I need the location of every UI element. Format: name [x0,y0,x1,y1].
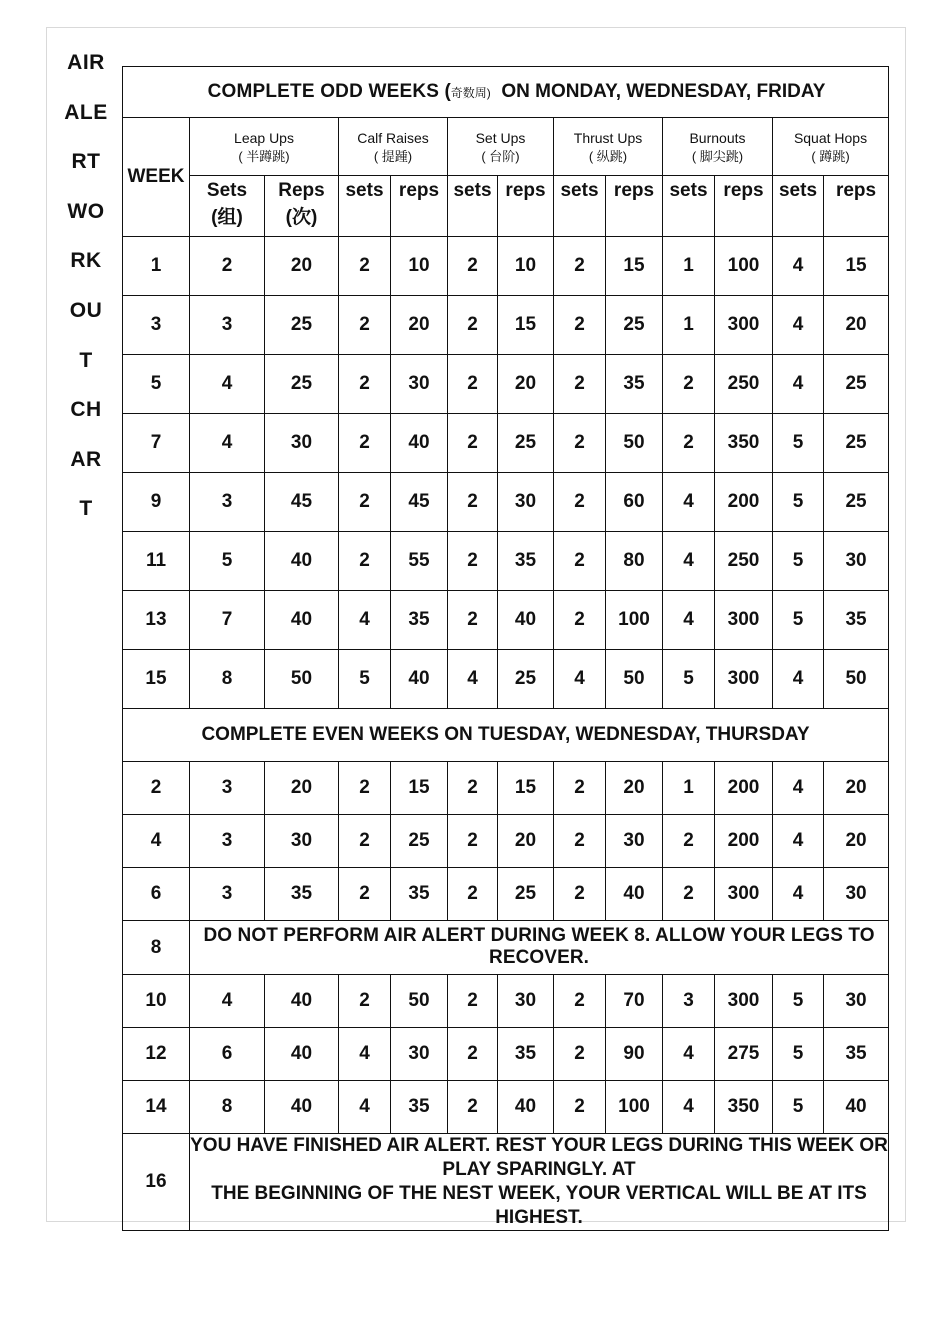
value-cell: 20 [824,762,889,815]
value-cell: 2 [190,237,265,296]
value-cell: 5 [663,650,715,709]
value-cell: 2 [339,868,391,921]
value-cell: 2 [554,868,606,921]
value-cell: 4 [339,1028,391,1081]
value-cell: 4 [773,868,824,921]
value-cell: 35 [498,1028,554,1081]
week-column-header: WEEK [123,118,190,237]
value-cell: 8 [190,1081,265,1134]
value-cell: 15 [606,237,663,296]
value-cell: 5 [773,1028,824,1081]
value-cell: 20 [824,296,889,355]
week16-note-line: THE BEGINNING OF THE NEST WEEK, YOUR VERTICAL WILL BE AT ITS HIGHEST. [211,1183,867,1228]
value-cell: 3 [190,815,265,868]
table-row [123,1028,889,1081]
value-cell: 2 [339,815,391,868]
reps-label: Reps [278,180,325,201]
value-cell: 5 [773,532,824,591]
week-cell: 16 [123,1134,190,1231]
value-cell: 5 [339,650,391,709]
exercise-header-leap-ups [190,118,339,176]
value-cell: 40 [265,1028,339,1081]
value-cell: 2 [448,237,498,296]
value-cell: 40 [824,1081,889,1134]
value-cell: 30 [824,532,889,591]
value-cell: 4 [773,650,824,709]
exercise-name-zh: ( 蹲跳) [811,148,850,164]
week-cell: 3 [123,296,190,355]
value-cell: 20 [265,237,339,296]
value-cell: 200 [715,815,773,868]
side-title-line: RT [71,150,101,174]
value-cell: 2 [663,414,715,473]
value-cell: 200 [715,762,773,815]
value-cell: 20 [606,762,663,815]
side-title-line: OU [69,298,103,322]
sub-header-reps: reps [824,176,889,237]
table-row [123,237,889,296]
exercise-header-burnouts [663,118,773,176]
value-cell: 30 [265,815,339,868]
table-row [123,296,889,355]
value-cell: 35 [265,868,339,921]
value-cell: 2 [339,762,391,815]
value-cell: 2 [554,237,606,296]
sub-header-reps: reps [391,176,448,237]
value-cell: 2 [554,296,606,355]
exercise-name-zh: ( 脚尖跳) [691,148,744,164]
value-cell: 40 [498,591,554,650]
value-cell: 35 [391,868,448,921]
side-title-line: CH [70,398,102,422]
value-cell: 4 [773,815,824,868]
value-cell: 100 [715,237,773,296]
value-cell: 20 [391,296,448,355]
even-weeks-title: COMPLETE EVEN WEEKS ON TUESDAY, WEDNESDAY, THURSDAY [123,709,889,762]
value-cell: 300 [715,868,773,921]
value-cell: 4 [663,591,715,650]
value-cell: 30 [498,473,554,532]
week16-note [190,1134,889,1231]
exercise-name: Burnouts [689,129,746,146]
exercise-header-calf-raises [339,118,448,176]
value-cell: 40 [391,414,448,473]
value-cell: 4 [190,975,265,1028]
sub-header-sets: sets [663,176,715,237]
value-cell: 30 [391,1028,448,1081]
value-cell: 15 [498,296,554,355]
value-cell: 40 [265,591,339,650]
value-cell: 15 [824,237,889,296]
sets-label: Sets [206,180,248,201]
value-cell: 2 [448,355,498,414]
value-cell: 2 [448,975,498,1028]
exercise-name-zh: ( 纵跳) [588,148,628,164]
week-cell: 14 [123,1081,190,1134]
exercise-name: Calf Raises [357,129,429,146]
value-cell: 35 [606,355,663,414]
value-cell: 3 [190,762,265,815]
value-cell: 25 [391,815,448,868]
value-cell: 50 [824,650,889,709]
table-row [123,591,889,650]
value-cell: 35 [498,532,554,591]
week16-note-line: YOU HAVE FINISHED AIR ALERT. REST YOUR LEGS DURING THIS WEEK OR PLAY SPARINGLY. AT [190,1135,888,1180]
value-cell: 2 [663,355,715,414]
value-cell: 2 [554,591,606,650]
table-row [123,762,889,815]
side-title-line: RK [70,249,102,273]
value-cell: 2 [448,1081,498,1134]
value-cell: 80 [606,532,663,591]
exercise-name: Thrust Ups [573,129,643,146]
value-cell: 5 [773,473,824,532]
value-cell: 1 [663,762,715,815]
week-cell: 4 [123,815,190,868]
value-cell: 2 [448,532,498,591]
sub-header-sets: sets [773,176,824,237]
table-row [123,815,889,868]
value-cell: 3 [190,473,265,532]
value-cell: 30 [265,414,339,473]
week-cell: 8 [123,921,190,975]
value-cell: 20 [498,815,554,868]
table-row [123,1081,889,1134]
value-cell: 2 [554,762,606,815]
value-cell: 40 [606,868,663,921]
exercise-name: Set Ups [475,129,526,146]
value-cell: 30 [606,815,663,868]
side-title-line: ALE [64,100,108,124]
sub-header-reps: reps [498,176,554,237]
value-cell: 2 [448,1028,498,1081]
value-cell: 5 [773,591,824,650]
value-cell: 2 [554,355,606,414]
value-cell: 2 [448,815,498,868]
table-row [123,355,889,414]
value-cell: 5 [190,532,265,591]
exercise-header-squat-hops [773,118,889,176]
value-cell: 300 [715,296,773,355]
table-row [123,650,889,709]
value-cell: 4 [190,414,265,473]
value-cell: 2 [554,1028,606,1081]
value-cell: 30 [498,975,554,1028]
value-cell: 200 [715,473,773,532]
value-cell: 35 [391,591,448,650]
sub-header-reps: reps [715,176,773,237]
side-title-line: T [79,497,93,521]
week-cell: 2 [123,762,190,815]
odd-weeks-title-zh: 奇数周) [450,86,491,100]
value-cell: 25 [498,868,554,921]
odd-weeks-title [123,67,889,118]
value-cell: 4 [773,237,824,296]
side-title-line: AIR [67,51,105,74]
week-cell: 13 [123,591,190,650]
value-cell: 300 [715,975,773,1028]
value-cell: 2 [554,414,606,473]
exercise-header-thrust-ups [554,118,663,176]
value-cell: 2 [448,868,498,921]
value-cell: 4 [663,1081,715,1134]
side-title-line: WO [67,199,105,223]
value-cell: 4 [773,762,824,815]
odd-weeks-title-main: COMPLETE ODD WEEKS [207,81,440,102]
value-cell: 350 [715,1081,773,1134]
table-row [123,473,889,532]
value-cell: 2 [448,473,498,532]
value-cell: 250 [715,355,773,414]
value-cell: 5 [773,414,824,473]
value-cell: 55 [391,532,448,591]
value-cell: 40 [265,532,339,591]
sub-header-sets: sets [448,176,498,237]
value-cell: 35 [824,1028,889,1081]
value-cell: 25 [606,296,663,355]
value-cell: 5 [773,1081,824,1134]
odd-weeks-title-days: ON MONDAY, WEDNESDAY, FRIDAY [501,81,826,102]
sub-header-sets: sets [339,176,391,237]
value-cell: 2 [554,473,606,532]
table-row [123,975,889,1028]
value-cell: 350 [715,414,773,473]
week-cell: 11 [123,532,190,591]
value-cell: 7 [190,591,265,650]
value-cell: 25 [265,296,339,355]
value-cell: 45 [391,473,448,532]
value-cell: 2 [554,815,606,868]
value-cell: 4 [773,296,824,355]
value-cell: 275 [715,1028,773,1081]
value-cell: 2 [339,532,391,591]
value-cell: 45 [265,473,339,532]
value-cell: 4 [339,591,391,650]
value-cell: 70 [606,975,663,1028]
value-cell: 4 [663,1028,715,1081]
value-cell: 300 [715,591,773,650]
value-cell: 3 [663,975,715,1028]
week-cell: 15 [123,650,190,709]
value-cell: 2 [448,296,498,355]
value-cell: 50 [606,650,663,709]
value-cell: 100 [606,591,663,650]
value-cell: 25 [824,473,889,532]
week-cell: 7 [123,414,190,473]
odd-weeks-title-paren: ( [444,81,451,102]
value-cell: 25 [498,650,554,709]
week8-note: DO NOT PERFORM AIR ALERT DURING WEEK 8. ALLOW YOUR LEGS TO RECOVER. [190,921,889,975]
leap-ups-sets-header [190,176,265,237]
value-cell: 1 [663,296,715,355]
table-row [123,868,889,921]
value-cell: 4 [190,355,265,414]
exercise-name-zh: ( 提踵) [373,148,413,164]
value-cell: 20 [498,355,554,414]
value-cell: 2 [339,414,391,473]
value-cell: 2 [339,237,391,296]
value-cell: 15 [391,762,448,815]
side-title-line: AR [70,447,102,471]
value-cell: 90 [606,1028,663,1081]
value-cell: 5 [773,975,824,1028]
value-cell: 6 [190,1028,265,1081]
value-cell: 2 [663,815,715,868]
workout-table [122,66,889,1231]
exercise-name: Leap Ups [234,129,294,146]
week-cell: 1 [123,237,190,296]
exercise-name: Squat Hops [793,129,868,146]
value-cell: 2 [339,296,391,355]
value-cell: 60 [606,473,663,532]
value-cell: 2 [448,591,498,650]
value-cell: 40 [265,975,339,1028]
sub-header-sets: sets [554,176,606,237]
value-cell: 2 [339,473,391,532]
exercise-name-zh: ( 台阶) [481,148,520,164]
value-cell: 100 [606,1081,663,1134]
value-cell: 8 [190,650,265,709]
value-cell: 40 [498,1081,554,1134]
sets-label-zh: (组) [211,207,243,228]
value-cell: 2 [339,355,391,414]
table-row [123,414,889,473]
value-cell: 25 [498,414,554,473]
week-cell: 5 [123,355,190,414]
value-cell: 2 [554,1081,606,1134]
week-cell: 12 [123,1028,190,1081]
value-cell: 1 [663,237,715,296]
value-cell: 20 [824,815,889,868]
value-cell: 3 [190,868,265,921]
exercise-header-set-ups [448,118,554,176]
value-cell: 10 [391,237,448,296]
value-cell: 2 [663,868,715,921]
value-cell: 2 [554,532,606,591]
side-title-line: T [79,348,93,372]
value-cell: 4 [554,650,606,709]
value-cell: 40 [391,650,448,709]
value-cell: 4 [663,473,715,532]
value-cell: 20 [265,762,339,815]
week-cell: 6 [123,868,190,921]
value-cell: 2 [448,414,498,473]
value-cell: 4 [448,650,498,709]
value-cell: 50 [391,975,448,1028]
value-cell: 50 [265,650,339,709]
value-cell: 30 [391,355,448,414]
exercise-name-zh: ( 半蹲跳) [238,148,290,164]
value-cell: 35 [391,1081,448,1134]
value-cell: 2 [554,975,606,1028]
value-cell: 40 [265,1081,339,1134]
reps-label-zh: (次) [285,207,318,228]
value-cell: 25 [824,414,889,473]
value-cell: 4 [339,1081,391,1134]
side-title [56,46,116,542]
leap-ups-reps-header [265,176,339,237]
value-cell: 250 [715,532,773,591]
value-cell: 10 [498,237,554,296]
value-cell: 2 [448,762,498,815]
value-cell: 25 [265,355,339,414]
value-cell: 30 [824,868,889,921]
week-cell: 10 [123,975,190,1028]
week-cell: 9 [123,473,190,532]
value-cell: 3 [190,296,265,355]
value-cell: 50 [606,414,663,473]
value-cell: 300 [715,650,773,709]
value-cell: 30 [824,975,889,1028]
sub-header-reps: reps [606,176,663,237]
value-cell: 4 [773,355,824,414]
value-cell: 2 [339,975,391,1028]
value-cell: 15 [498,762,554,815]
table-row [123,532,889,591]
value-cell: 25 [824,355,889,414]
value-cell: 4 [663,532,715,591]
value-cell: 35 [824,591,889,650]
